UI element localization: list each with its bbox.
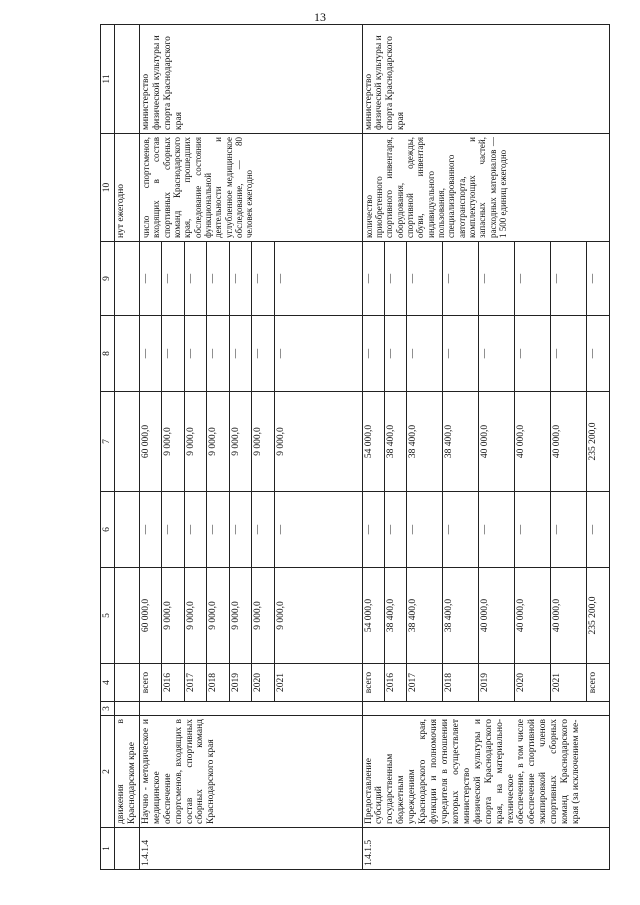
total-cell: 38 400,0 <box>385 568 407 664</box>
total-cell: 38 400,0 <box>443 568 479 664</box>
total-cell: 235 200,0 <box>587 568 610 664</box>
continuation-name: движения в Краснодарском крае <box>115 716 140 828</box>
fed-cell: — <box>184 492 206 568</box>
total-cell: 40 000,0 <box>515 568 551 664</box>
fed-cell: — <box>551 492 587 568</box>
row-id: 1.4.1.4 <box>139 828 362 870</box>
row-id: 1.4.1.5 <box>362 828 609 870</box>
year-cell: всего <box>362 664 384 702</box>
header-cell: 5 <box>101 568 115 664</box>
total-cell: 9 000,0 <box>229 568 251 664</box>
fed-cell: — <box>274 492 362 568</box>
local-cell: — <box>479 316 515 392</box>
regional-cell: 38 400,0 <box>385 392 407 492</box>
fed-cell: — <box>207 492 229 568</box>
local-cell: — <box>252 316 274 392</box>
total-cell: 9 000,0 <box>184 568 206 664</box>
header-row <box>101 25 115 870</box>
other-cell: — <box>207 242 229 316</box>
header-cell: 2 <box>101 716 115 828</box>
regional-cell: 9 000,0 <box>274 392 362 492</box>
fed-cell: — <box>385 492 407 568</box>
year-cell: 2018 <box>207 664 229 702</box>
year-cell: 2021 <box>274 664 362 702</box>
header-cell: 4 <box>101 664 115 702</box>
regional-cell: 54 000,0 <box>362 392 384 492</box>
year-cell: 2020 <box>515 664 551 702</box>
fed-cell: — <box>252 492 274 568</box>
regional-cell: 38 400,0 <box>407 392 443 492</box>
local-cell: — <box>587 316 610 392</box>
year-cell: 2018 <box>443 664 479 702</box>
row-executor: министерство физической культуры и спорта Краснодарского края <box>139 25 362 134</box>
regional-cell: 9 000,0 <box>252 392 274 492</box>
other-cell: — <box>139 242 161 316</box>
year-cell: 2017 <box>184 664 206 702</box>
fed-cell: — <box>443 492 479 568</box>
local-cell: — <box>515 316 551 392</box>
fed-cell: — <box>139 492 161 568</box>
other-cell: — <box>551 242 587 316</box>
year-cell: 2020 <box>252 664 274 702</box>
regional-cell: 40 000,0 <box>551 392 587 492</box>
other-cell: — <box>587 242 610 316</box>
header-cell: 7 <box>101 392 115 492</box>
year-cell: 2021 <box>551 664 587 702</box>
local-cell: — <box>385 316 407 392</box>
other-cell: — <box>362 242 384 316</box>
local-cell: — <box>274 316 362 392</box>
other-cell: — <box>184 242 206 316</box>
header-cell: 6 <box>101 492 115 568</box>
fed-cell: — <box>229 492 251 568</box>
year-cell: 2016 <box>162 664 184 702</box>
rotated-table-wrapper <box>100 25 610 870</box>
header-cell: 10 <box>101 134 115 242</box>
header-cell: 8 <box>101 316 115 392</box>
fed-cell: — <box>407 492 443 568</box>
regional-cell: 38 400,0 <box>443 392 479 492</box>
row-name: Научно - методическое и медицинское обеспечение спортсменов, входящих в состав спортивных сборных команд Краснодарского края <box>139 716 362 828</box>
local-cell: — <box>162 316 184 392</box>
total-cell: 9 000,0 <box>162 568 184 664</box>
regional-cell: 9 000,0 <box>184 392 206 492</box>
total-cell: 9 000,0 <box>274 568 362 664</box>
other-cell: — <box>479 242 515 316</box>
regional-cell: 40 000,0 <box>515 392 551 492</box>
continuation-executor <box>115 25 140 134</box>
year-cell: всего <box>587 664 610 702</box>
local-cell: — <box>229 316 251 392</box>
other-cell: — <box>274 242 362 316</box>
table-row <box>139 25 161 870</box>
header-cell: 3 <box>101 702 115 716</box>
local-cell: — <box>184 316 206 392</box>
row-status <box>362 702 609 716</box>
row-name: Предоставление субсидий государственным бюджетным учреждениям Краснодарского края, функции и полномочия учредителя в отношении которых осуществляет министерство физической культуры и спорта Краснодарского края, на материально-техническое обеспечение, в том числе обеспечение спортивной экипировкой членов спортивных сборных команд Краснодарского края (за исключением ме- <box>362 716 609 828</box>
table-row <box>362 25 384 870</box>
year-cell: 2019 <box>479 664 515 702</box>
year-cell: 2016 <box>385 664 407 702</box>
total-cell: 9 000,0 <box>252 568 274 664</box>
total-cell: 38 400,0 <box>407 568 443 664</box>
fed-cell: — <box>362 492 384 568</box>
fed-cell: — <box>479 492 515 568</box>
total-cell: 60 000,0 <box>139 568 161 664</box>
local-cell: — <box>407 316 443 392</box>
other-cell: — <box>443 242 479 316</box>
continuation-row <box>115 25 140 870</box>
total-cell: 40 000,0 <box>551 568 587 664</box>
row-result: число спортсменов, входящих в состав спортивных сборных команд Краснодарского края, прошедших обследование состояния функциональной деятельности и углубленное медицинское обследование, — 80 человек ежегодно <box>139 134 362 242</box>
other-cell: — <box>385 242 407 316</box>
other-cell: — <box>252 242 274 316</box>
regional-cell: 9 000,0 <box>162 392 184 492</box>
regional-cell: 235 200,0 <box>587 392 610 492</box>
local-cell: — <box>362 316 384 392</box>
continuation-result: нут ежегодно <box>115 134 140 242</box>
row-result: количество приобретенного спортивного инвентаря, оборудования, спортивной одежды, обуви, инвентаря индивидуального пользования, специализированного автотранспорта, комплектующих и запасных частей, расходных материалов — 1 500 единиц ежегодно <box>362 134 609 242</box>
local-cell: — <box>207 316 229 392</box>
header-cell: 9 <box>101 242 115 316</box>
header-cell: 1 <box>101 828 115 870</box>
row-status <box>139 702 362 716</box>
fed-cell: — <box>515 492 551 568</box>
other-cell: — <box>407 242 443 316</box>
regional-cell: 60 000,0 <box>139 392 161 492</box>
other-cell: — <box>515 242 551 316</box>
year-cell: 2017 <box>407 664 443 702</box>
local-cell: — <box>551 316 587 392</box>
regional-cell: 9 000,0 <box>229 392 251 492</box>
total-cell: 54 000,0 <box>362 568 384 664</box>
other-cell: — <box>162 242 184 316</box>
fed-cell: — <box>587 492 610 568</box>
program-table <box>100 24 610 870</box>
year-cell: 2019 <box>229 664 251 702</box>
header-cell: 11 <box>101 25 115 134</box>
regional-cell: 9 000,0 <box>207 392 229 492</box>
other-cell: — <box>229 242 251 316</box>
row-executor: министерство физической культуры и спорта Краснодарского края <box>362 25 609 134</box>
page-number: 13 <box>314 10 326 24</box>
local-cell: — <box>443 316 479 392</box>
fed-cell: — <box>162 492 184 568</box>
total-cell: 9 000,0 <box>207 568 229 664</box>
year-cell: всего <box>139 664 161 702</box>
regional-cell: 40 000,0 <box>479 392 515 492</box>
total-cell: 40 000,0 <box>479 568 515 664</box>
local-cell: — <box>139 316 161 392</box>
